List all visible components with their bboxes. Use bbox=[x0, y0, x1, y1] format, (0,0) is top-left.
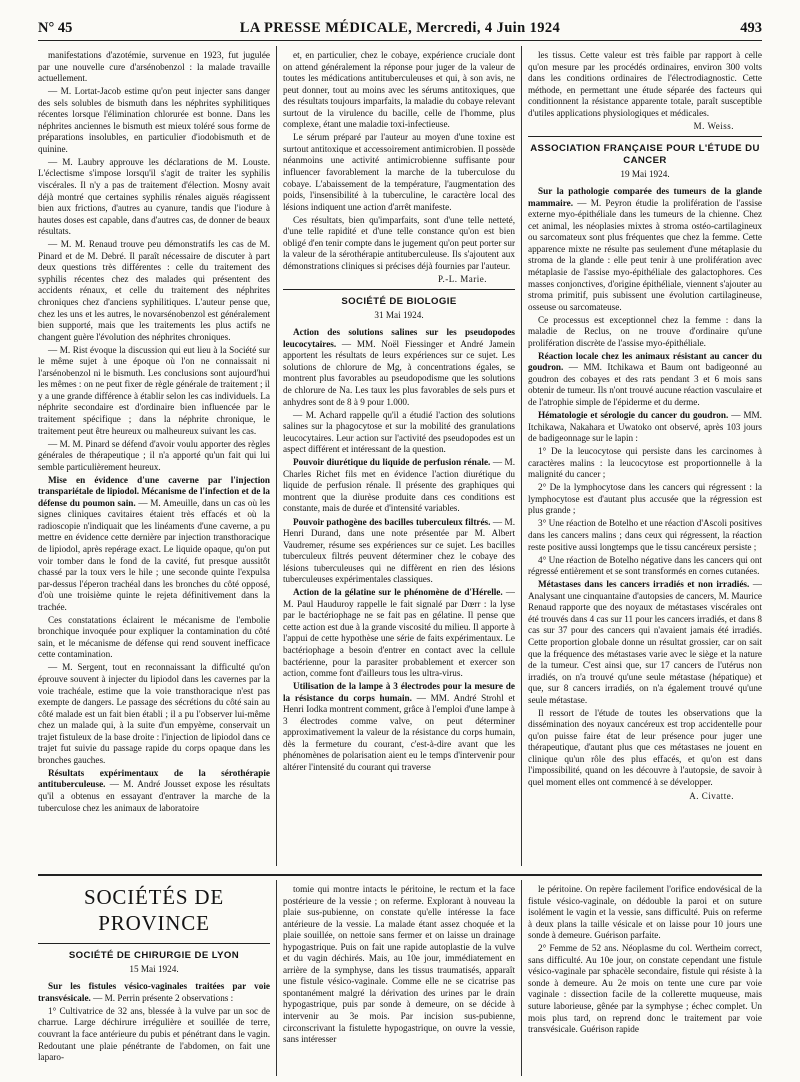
section-title: ASSOCIATION FRANÇAISE POUR L'ÉTUDE DU CANCER bbox=[530, 142, 760, 166]
journal-title: LA PRESSE MÉDICALE, Mercredi, 4 Juin 1924 bbox=[239, 20, 561, 36]
section-title: SOCIÉTÉ DE CHIRURGIE DE LYON bbox=[68, 949, 240, 961]
section-divider-rule bbox=[38, 874, 762, 876]
paragraph: tomie qui montre intacts le péritoine, le rectum et la face postérieure de la vessie ; on referme. Explorant à nouveau la plaie sus-pubienne, on constate qu'elle intéresse la face antérieure de la vessie. La malade étant assez choquée et la plaie souillée, on nettoie sans fermer et on laisse un drainage hypogastrique. Puis on fait une rapide autoplastie de la vulve et du vagin déchirés. Mais, au 10e jour, immédiatement en arrière de la symphyse, dans les tissus traumatisés, apparaît une fistule vésico-vaginale. Comme elle ne se cicatrise pas spontanément malgré la dérivation des urines par le drain hypogastrique, puis par sonde à demeure, on se décide à intervenir au 3e mois. Par incision sus-pubienne, circonscrivant la fistulette hypogastrique, on ouvre la vessie, sans intéresser bbox=[283, 884, 515, 1045]
paragraph: 4° Une réaction de Botelho négative dans les cancers qui ont régressé entièrement et se sont transformés en cornes cutanées. bbox=[528, 554, 762, 577]
province-column bbox=[38, 884, 270, 1076]
column-1 bbox=[38, 50, 270, 870]
section-date: 19 Mai 1924. bbox=[620, 168, 670, 179]
paragraph: — M. Laubry approuve les déclarations de M. Louste. L'éclectisme s'impose lorsqu'il s'agit de traiter les syphilis viscérales. Il n'y a pas de traitement d'élection. Mosny avait déjà montré que certaines syphilis rénales aiguës réagissent bien aux frictions, d'autres au cyanure, tandis que l'iodure à hautes doses est capable, dans d'autres cas, de donner de beaux résultats. bbox=[38, 156, 270, 237]
paragraph: Ces résultats, bien qu'imparfaits, sont d'une telle netteté, d'une telle rapidité et d'une telle constance qu'on est bien obligé d'en tenir compte dans le jugement qu'on peut porter sur la valeur de la sérothérapie antituberculeuse. Ils s'ajoutent aux démonstrations cliniques si précises déjà fournies par l'auteur. bbox=[283, 214, 515, 271]
section-rule bbox=[38, 943, 270, 944]
paragraph: Il ressort de l'étude de toutes les observations que la dissémination des noyaux cancéreux est trop accidentelle pour qu'on puisse faire état de leur présence pour juger une thérapeutique, d'autant plus que ces métastases ne jouent en clinique qu'un rôle des plus effacés, et qu'on est dans l'impossibilité, quand on les découvre à l'autopsie, de savoir à quel moment elles ont commencé à se développer. bbox=[528, 707, 762, 788]
paragraph: — M. Lortat-Jacob estime qu'on peut injecter sans danger des sels solubles de bismuth dans les néphrites syphilitiques récentes lorsque l'élimination chlorurée est bonne. Dans les néphrites anciennes le bismuth est mieux toléré sous forme de préparations insolubles, en particulier d'iodobismuth et de quinine. bbox=[38, 86, 270, 154]
province-heading: SOCIÉTÉS DE PROVINCE bbox=[83, 885, 225, 936]
paragraph: Action des solutions salines sur les pseudopodes leucocytaires. — MM. Noël Fiessinger et André Jamein apportent les résultats de leurs expériences sur ce sujet. Les solutions de chlorure de Mg, à concentrations égales, se montrent plus favorables au pseudopodisme que les solutions de chlorure de Na. Les taux les plus favorables de sels purs et anhydres sont de 8 à 9 pour 1.000. bbox=[283, 327, 515, 407]
paragraph: Sur les fistules vésico-vaginales traitées par voie transvésicale. — M. Perrin présente 2 observations : bbox=[38, 981, 270, 1003]
paragraph: — M. Achard rappelle qu'il a étudié l'action des solutions salines sur la phagocytose et sur la mobilité des granulations leucocytaires. Leur action sur l'activité des pseudopodes est un aspect différent et intéressant de la question. bbox=[283, 409, 515, 455]
issue-number: N° 45 bbox=[38, 20, 73, 36]
section-rule bbox=[528, 136, 762, 137]
paragraph: Métastases dans les cancers irradiés et non irradiés. — Analysant une cinquantaine d'autopsies de cancers, M. Maurice Renaud rapporte que des noyaux de métastases viscérales ont été trouvés dans 4 cas sur 11 pour les cancers irradiés, et dans 8 cas sur 37 pour des cancers qui n'avaient jamais été irradiés. Cette proportion globale donne un résultat grossier, car on sait que la fréquence des métastases varie avec le siège et la nature de la tumeur. C'est ainsi que, sur 17 cancers de l'utérus non irradiés, on n'a trouvé qu'une seule métastase (hépatique) et que, sur 8 cancers irradiés, on n'a également trouvé qu'une seule métastase. bbox=[528, 579, 762, 705]
paragraph: les tissus. Cette valeur est très faible par rapport à celle qu'on mesure par les procédés ordinaires, environ 300 volts dans les conditions ordinaires de l'électrodiagnostic. Cette méthode, en permettant une étude séparée des facteurs qui conditionnent la résistance apparente totale, paraît susceptible d'utiles applications physiologiques et médicales. bbox=[528, 50, 762, 118]
paragraph: 3° Une réaction de Botelho et une réaction d'Ascoli positives dans les cancers malins ; dans ceux qui régressent, la réaction reste positive aussi longtemps que le tissu cancéreux persiste ; bbox=[528, 518, 762, 552]
author-signature: P.-L. Marie. bbox=[438, 274, 487, 285]
section-date: 15 Mai 1924. bbox=[129, 963, 179, 974]
bottom-column-2 bbox=[283, 884, 515, 1076]
paragraph: 2° Femme de 52 ans. Néoplasme du col. Wertheim correct, sans difficulté. Au 10e jour, on constate cependant une fistule vésico-vaginale par sphacèle secondaire, fistule qui résiste à la sonde à demeure. Au 2e mois on tente une cure par voie vaginale : dissection facile de la collerette muqueuse, mais suture laborieuse, gênée par la symphyse ; échec complet. Un mois plus tard, on reprend donc le traitement par voie transvésicale. Guérison rapide bbox=[528, 943, 762, 1035]
paragraph: Pouvoir pathogène des bacilles tuberculeux filtrés. — M. Henri Durand, dans une note présentée par M. Albert Vaudremer, résume ses expériences sur ce sujet. Les bacilles tuberculeux filtrés peuvent déterminer chez le cobaye des lésions tuberculeuses qui ne diffèrent en rien des lésions tuberculeuses expérimentales classiques. bbox=[283, 516, 515, 585]
header-rule bbox=[38, 40, 762, 41]
paragraph: le péritoine. On repère facilement l'orifice endovésical de la fistule vésico-vaginale, on dédouble la paroi et on suture isolément le vagin et la vessie, sans difficulté. Puis on referme à deux plans la taille vésicale et on laisse pour 10 jours une sonde à demeure. Guérison parfaite. bbox=[528, 884, 762, 941]
paragraph: Ce processus est exceptionnel chez la femme : dans la maladie de Reclus, on ne trouve d'ordinaire qu'une prolifération discrète de l'assise myo-épithéliale. bbox=[528, 314, 762, 348]
paragraph: Réaction locale chez les animaux résistant au cancer du goudron. — MM. Itchikawa et Baum ont badigeonné au goudron des cobayes et des rats pendant 3 et 6 mois sans obtenir de tumeur. Ils n'ont trouvé aucune réaction vasculaire et de l'atrophie simple de l'épiderme et du derme. bbox=[528, 350, 762, 408]
paragraph: 1° Cultivatrice de 32 ans, blessée à la vulve par un soc de charrue. Large déchirure irrégulière et souillée de terre, couvrant la face antérieure du pubis et pénétrant dans le vagin. Redoutant une plaie pénétrante de l'abdomen, on fait une laparo- bbox=[38, 1005, 270, 1063]
paragraph: Pouvoir diurétique du liquide de perfusion rénale. — M. Charles Richet fils met en évidence l'action diurétique du liquide de perfusion rénale. Il présente des graphiques qui montrent que la diurèse produite dans ces conditions est constante, mais de durée et d'intensité variables. bbox=[283, 457, 515, 514]
paragraph: — M. M. Pinard se défend d'avoir voulu apporter des règles générales de thérapeutique ; il n'a apporté qu'un fait qui lui semble particulièrement heureux. bbox=[38, 438, 270, 472]
paragraph: 1° De la leucocytose qui persiste dans les carcinomes à caractères malins : la leucocytose est proportionnelle à la malignité du cancer ; bbox=[528, 446, 762, 480]
paragraph: et, en particulier, chez le cobaye, expérience cruciale dont on attend généralement la réponse pour juger de la valeur de toutes les médications antituberculeuses et qui, à son avis, ne peut donner, tout au moins avec les sérums antitoxiques, que des résultats toujours imparfaits, la maladie du cobaye relevant surtout de la virulence du bacille, celle de l'homme, plus complexe, étant une maladie toxi-infectieuse. bbox=[283, 50, 515, 130]
column-divider bbox=[276, 880, 277, 1076]
column-2 bbox=[283, 50, 515, 870]
author-signature: A. Civatte. bbox=[689, 790, 734, 801]
author-signature: M. Weiss. bbox=[693, 121, 734, 132]
column-divider bbox=[521, 46, 522, 866]
section-date: 31 Mai 1924. bbox=[374, 309, 424, 320]
column-divider bbox=[521, 880, 522, 1076]
paragraph: — M. M. Renaud trouve peu démonstratifs les cas de M. Pinard et de M. Debré. Il paraît nécessaire de discuter à part deux questions très différentes : celle du traitement des syphilis récentes chez des malades qui présentent des accidents rénaux, et celle du traitement des néphrites chroniques chez d'anciens syphilitiques. L'auteur pense que, chez les uns et les autres, le novarsénobenzol est généralement bien supporté, mais que les traitements les plus actifs ne changent guère l'évolution des néphrites chroniques. bbox=[38, 239, 270, 342]
column-3 bbox=[528, 50, 762, 870]
page-number: 493 bbox=[740, 20, 762, 36]
paragraph: Utilisation de la lampe à 3 électrodes pour la mesure de la résistance du corps humain. — MM. André Strohl et Henri Iodka montrent comment, grâce à l'emploi d'une lampe à 3 électrodes comme valve, on peut déterminer approximativement la valeur de la résistance du corps humain, dès la fermeture du courant, c'est-à-dire avant que les phénomènes de polarisation aient eu le temps d'intervenir pour altérer l'intensité du courant qui traverse bbox=[283, 681, 515, 772]
bottom-column-3 bbox=[528, 884, 762, 1076]
paragraph: Mise en évidence d'une caverne par l'injection transpariétale de lipiodol. Mécanisme de l'infection et de la défense du poumon sain. — M. Ameuille, dans un cas où les signes cliniques cavitaires étaient très effacés et où la radioscopie n'indiquait que les linéaments d'une caverne, a pu mettre en évidence cette dernière par injection transthoracique de lipiodol, après repérage exact. Le liquide opaque, qu'on put voir tomber dans le fond de la cavité, fut presque aussitôt chassé par la toux vers le hile ; une seconde quinte l'expulsa par-dessus l'éperon trachéal dans les bronches du côté opposé, d'où une troisième quinte le rejeta définitivement dans la trachée. bbox=[38, 474, 270, 612]
section-title: SOCIÉTÉ DE BIOLOGIE bbox=[341, 295, 457, 307]
section-rule bbox=[283, 289, 515, 290]
paragraph: — M. Sergent, tout en reconnaissant la difficulté qu'on éprouve souvent à injecter du lipiodol dans les cavernes par la voie trachéale, estime que la voie transthoracique n'est pas exempte de dangers. Le passage des sécrétions du côté sain au côté malade est un fait bien établi ; il a pu l'observer lui-même chez un malade qui, à la suite d'un empyème, conservait un trajet fistuleux de la base droite : l'injection de lipiodol dans ce trajet fut suivie du passage rapide du corps opaque dans les bronches gauches. bbox=[38, 662, 270, 765]
paragraph: — M. Rist évoque la discussion qui eut lieu à la Société sur le même sujet à une époque où l'on ne connaissait ni l'arsénobenzol ni le bismuth. Les conclusions sont aujourd'hui les mêmes : on ne peut fixer de règle générale de traitement ; il y a une grande différence à établir selon les cas individuels. La néphrite secondaire est d'ordinaire bien influencée par le traitement spécifique ; dans la néphrite chronique, le traitement peut être heureux ou malheureux suivant les cas. bbox=[38, 344, 270, 436]
paragraph: Hématologie et sérologie du cancer du goudron. — MM. Itchikawa, Nakahara et Uwatoko ont observé, après 103 jours de badigeonnage sur le lapin : bbox=[528, 410, 762, 444]
paragraph: Action de la gélatine sur le phénomène de d'Hérelle. — M. Paul Hauduroy rappelle le fait signalé par Dœrr : la lyse par le bactériophage ne se fait pas en gélatine. Il pense que cette action est due à la grande viscosité du milieu. Il apporte à l'appui de cette hypothèse une série de faits expérimentaux. Le bactériophage a besoin d'entrer en contact avec la cellule bactérienne, pour la parasiter probablement et exercer son action, comme font d'ailleurs tous les ultra-virus. bbox=[283, 587, 515, 679]
paragraph: Le sérum préparé par l'auteur au moyen d'une toxine est surtout antitoxique et accessoirement antimicrobien. Il possède néanmoins une activité antimicrobienne suffisante pour influencer favorablement la marche de la tuberculose du cobaye. L'abaissement de la température, l'augmentation des poids, l'insensibilité à la tuberculine, le caractère local des lésions indiquent une action d'arrêt manifeste. bbox=[283, 132, 515, 212]
paragraph: manifestations d'azotémie, survenue en 1923, fut jugulée par une nouvelle cure d'arsénobenzol : la malade travaille actuellement. bbox=[38, 50, 270, 84]
column-divider bbox=[276, 46, 277, 866]
paragraph: Résultats expérimentaux de la sérothérapie antituberculeuse. — M. André Jousset expose les résultats qu'il a obtenus en essayant d'entraver la marche de la tuberculose chez les animaux de laboratoire bbox=[38, 767, 270, 813]
page-header bbox=[38, 20, 762, 38]
paragraph: Sur la pathologie comparée des tumeurs de la glande mammaire. — M. Peyron étudie la prolifération de l'assise externe myo-épithéliale dans les tumeurs de la chienne. Chez cet animal, les néoplasies mixtes à stroma ostéo-cartilagineux ou sarcomateux sont plus fréquentes que chez la femme. Cette apparence mixte ne résulte pas seulement d'une métaplasie du stroma de la glande : elle peut tenir à une prolifération avec métaplasie de l'assise myo-épithéliale des galactophores. Ces masses conjonctives, d'origine épithéliale, viennent s'ajouter au stroma primitif, puis subissent une évolution cartilagineuse, osseuse ou sarcomateuse. bbox=[528, 186, 762, 312]
paragraph: 2° De la lymphocytose dans les cancers qui régressent : la lymphocytose est d'autant plus accusée que la régression est plus grande ; bbox=[528, 482, 762, 516]
paragraph: Ces constatations éclairent le mécanisme de l'embolie bronchique invoquée pour expliquer la contamination du côté sain, et le mécanisme de défense qui rend souvent inefficace cette contamination. bbox=[38, 614, 270, 660]
